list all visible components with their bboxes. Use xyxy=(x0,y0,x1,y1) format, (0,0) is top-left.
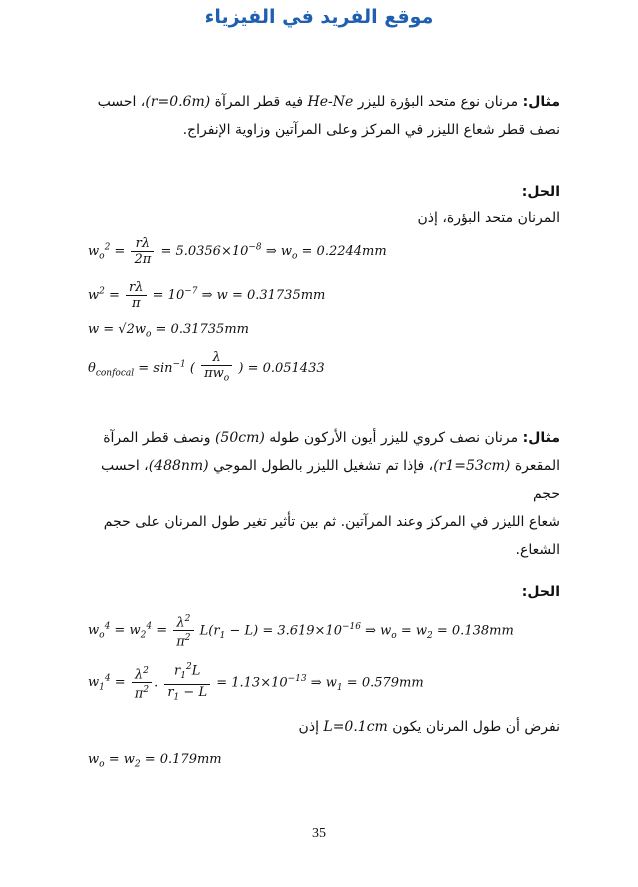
example2-text-c: المقعرة xyxy=(514,458,560,474)
solution2-equation-3: $w_o = w_2 = 0.179mm$ xyxy=(88,752,222,770)
example2-label: مثال: xyxy=(522,430,560,446)
example1-text-c: ، احسب xyxy=(97,94,146,110)
solution1-intro: المرنان متحد البؤرة، إذن xyxy=(417,210,560,226)
solution1-equation-2: $w^2$ = $\frac{r\lambda}{\pi}$ = $10^{-7}$ ⇒ w = 0.31735mm xyxy=(88,280,326,311)
assumption-text-b: إذن xyxy=(298,719,319,735)
example2-problem xyxy=(70,424,560,564)
page-number: 35 xyxy=(312,826,326,841)
solution2-assumption xyxy=(70,713,560,741)
example1-radius: (r=0.6m) xyxy=(145,94,211,110)
example1-text-line2: نصف قطر شعاع الليزر في المركز وعلى المرآتين وزاوية الإنفراج. xyxy=(182,122,560,138)
example2-text-line4: الشعاع. xyxy=(515,542,560,558)
solution2-label xyxy=(70,578,560,606)
example2-wavelength: (488nm) xyxy=(148,458,209,474)
solution2-label-text: الحل: xyxy=(521,584,560,600)
solution1-equation-3: $w = √2w_o = 0.31735mm$ xyxy=(88,322,249,340)
solution1-equation-4: $\theta_{confocal} = \sin^{-1}$ ( $\frac{\lambda}{\pi w_o}$ ) = 0.051433 xyxy=(88,350,325,384)
example2-text-b: ونصف قطر المرآة xyxy=(103,430,211,446)
solution1-label xyxy=(70,178,560,206)
example1-text-b: فيه قطر المرآة xyxy=(214,94,304,110)
example2-text-e: ، احسب حجم xyxy=(100,458,560,502)
site-header-title: موقع الفريد في الفيزياء xyxy=(204,6,434,28)
solution1-label-text: الحل: xyxy=(521,184,560,200)
solution1-equation-1: $w_o^2$ = $\frac{r\lambda}{2\pi}$ = $5.0356\times 10^{-8}$ ⇒ $w_o = 0.2244mm$ xyxy=(88,236,387,267)
solution2-equation-1: $w_o^4 = w_2^4$ = $\frac{\lambda^2}{\pi^2}$ $L(r_1 - L) = 3.619\times 10^{-16}$ ⇒ $w_o = w_2 = 0.138mm$ xyxy=(88,614,514,650)
example1-problem xyxy=(70,88,560,144)
solution2-equation-2: $w_1^4$ = $\frac{\lambda^2}{\pi^2}$ . $\frac{r_1^2L}{r_1 - L}$ = $1.13\times 10^{-13}$ ⇒ $w_1 = 0.579mm$ xyxy=(88,662,424,703)
example2-text-d: ، فإذا تم تشغيل الليزر بالطول الموجي xyxy=(213,458,434,474)
example2-radius: (r1=53cm) xyxy=(433,458,511,474)
example1-text-a: مرنان نوع متحد البؤرة لليزر xyxy=(357,94,519,110)
example1-laser: He-Ne xyxy=(307,94,354,110)
example2-text-a: مرنان نصف كروي لليزر أيون الأركون طوله xyxy=(269,430,519,446)
assumption-text-a: نفرض أن طول المرنان يكون xyxy=(392,719,560,735)
example1-label: مثال: xyxy=(522,94,560,110)
example2-length: (50cm) xyxy=(214,430,265,446)
assumption-length: L=0.1cm xyxy=(323,719,388,735)
example2-text-line3: شعاع الليزر في المركز وعند المرآتين. ثم بين تأثير تغير طول المرنان على حجم xyxy=(103,514,560,530)
